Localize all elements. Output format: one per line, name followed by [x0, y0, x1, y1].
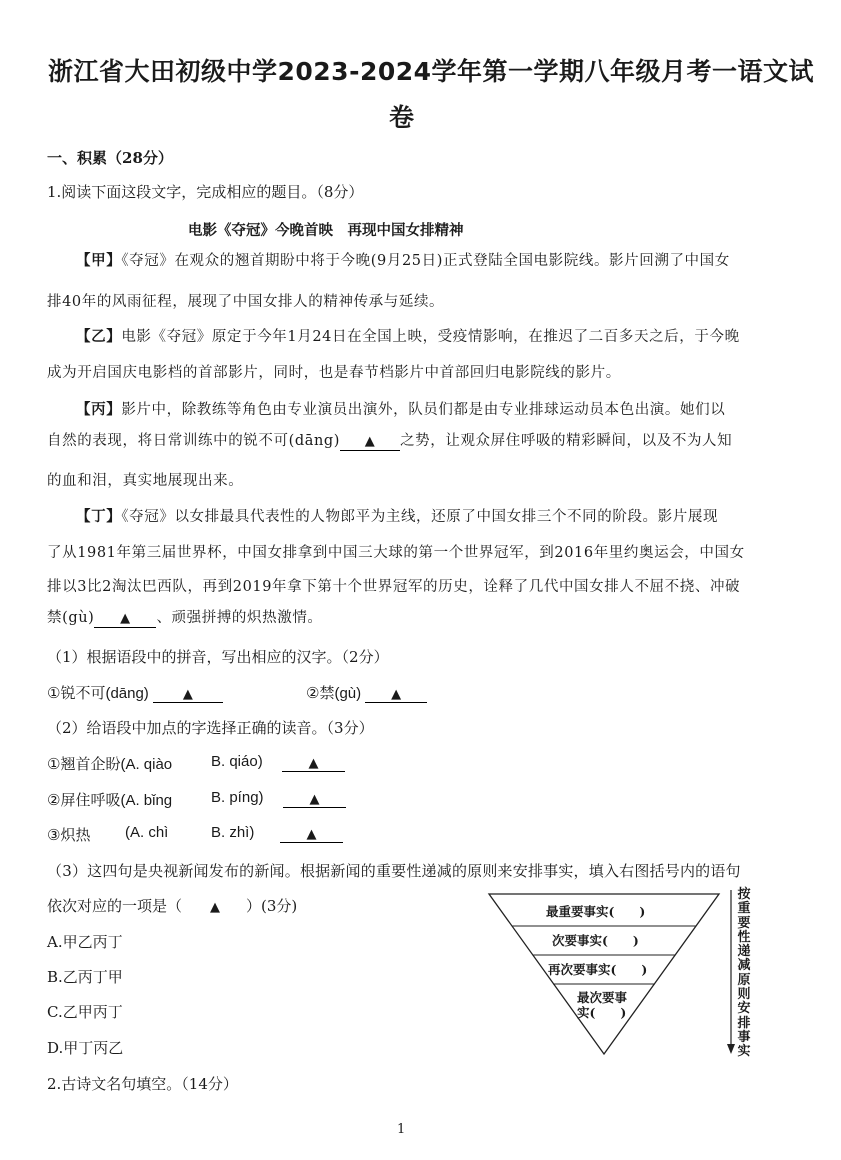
paragraph-tag-yi: 【乙】 — [76, 328, 122, 345]
paragraph-bing-line2: 自然的表现，将日常训练中的锐不可(dāng) ▲ 之势，让观众屏住呼吸的精彩瞬间，以及不为人知 — [47, 433, 733, 449]
pronunciation-item-3-option-a: (A. chì — [125, 824, 169, 841]
pyramid-level-4-line2: 实( ) — [577, 1005, 627, 1020]
answer-blank[interactable]: ▲ — [153, 684, 223, 703]
pronunciation-item-2: ②屏住呼吸(A. bǐng — [47, 792, 173, 809]
answer-blank[interactable]: ▲ — [94, 609, 156, 628]
paragraph-yi-line1: 【乙】电影《夺冠》原定于今年1月24日在全国上映，受疫情影响，在推迟了二百多天之后，于今晚 — [76, 328, 740, 345]
option-c[interactable]: C.乙甲丙丁 — [47, 1003, 123, 1021]
pyramid-level-4-line1: 最次要事 — [577, 990, 628, 1005]
answer-blank[interactable]: ▲ — [340, 432, 400, 451]
paragraph-tag-jia: 【甲】 — [76, 252, 122, 269]
paragraph-jia-line2: 排40年的风雨征程，展现了中国女排人的精神传承与延续。 — [47, 294, 445, 310]
pronunciation-item-3-blank[interactable]: ▲ — [280, 824, 343, 843]
answer-blank[interactable]: ▲ — [210, 900, 221, 915]
paragraph-tag-ding: 【丁】 — [76, 508, 122, 525]
paragraph-ding-line2: 了从1981年第三届世界杯，中国女排拿到中国三大球的第一个世界冠军，到2016年里约奥运会，中国女 — [47, 545, 745, 561]
subquestion-1-item-a: ①锐不可(dāng) ▲ — [47, 682, 223, 703]
pronunciation-item-2-blank[interactable]: ▲ — [283, 789, 346, 808]
paragraph-ding-line1: 【丁】《夺冠》以女排最具代表性的人物郎平为主线，还原了中国女排三个不同的阶段。影片展现 — [76, 508, 719, 525]
paragraph-tag-bing: 【丙】 — [76, 401, 122, 418]
subquestion-3-stem-line1: （3）这四句是央视新闻发布的新闻。根据新闻的重要性递减的原则来安排事实，填入右图括号内的语句 — [47, 862, 741, 880]
section-heading: 一、积累（28分） — [47, 149, 173, 167]
answer-blank[interactable]: ▲ — [365, 684, 427, 703]
subquestion-2-stem: （2）给语段中加点的字选择正确的读音。（3分） — [47, 719, 374, 737]
paragraph-ding-line3: 排以3比2淘汰巴西队，再到2019年拿下第十个世界冠军的历史，诠释了几代中国女排人不屈不挠、冲破 — [47, 579, 741, 595]
paragraph-ding-line4: 禁(gù) ▲ 、顽强拼搏的炽热激情。 — [47, 610, 323, 626]
question-1-stem: 1.阅读下面这段文字，完成相应的题目。（8分） — [47, 183, 364, 201]
paragraph-bing-line3: 的血和泪，真实地展现出来。 — [47, 473, 244, 489]
pronunciation-item-1: ①翘首企盼(A. qiào — [47, 756, 173, 773]
question-2-stem: 2.古诗文名句填空。（14分） — [47, 1075, 238, 1093]
option-d[interactable]: D.甲丁丙乙 — [47, 1039, 124, 1057]
pronunciation-item-2-option-b: B. píng) — [211, 789, 264, 806]
subquestion-1-item-b: ②禁(gù) ▲ — [306, 682, 427, 703]
subquestion-1-stem: （1）根据语段中的拼音，写出相应的汉字。（2分） — [47, 648, 389, 666]
paragraph-yi-line2: 成为开启国庆电影档的首部影片，同时，也是春节档影片中首部回归电影院线的影片。 — [47, 365, 621, 381]
page-title-continued: 卷 — [389, 103, 415, 132]
pronunciation-item-1-blank[interactable]: ▲ — [282, 753, 345, 772]
page-number: 1 — [397, 1122, 406, 1137]
pyramid-level-2: 次要事实( ) — [552, 933, 639, 948]
article-title: 电影《夺冠》今晚首映 再现中国女排精神 — [188, 222, 464, 239]
paragraph-jia-line1: 【甲】《夺冠》在观众的翘首期盼中将于今晚(9月25日)正式登陆全国电影院线。影片回溯了中国女 — [76, 252, 730, 269]
pyramid-level-1: 最重要事实( ) — [546, 904, 646, 919]
pyramid-side-caption: 按重要性递减原则安排事实 — [737, 887, 751, 1060]
pronunciation-item-1-option-b: B. qiáo) — [211, 753, 263, 770]
paragraph-bing-line1: 【丙】影片中，除教练等角色由专业演员出演外，队员们都是由专业排球运动员本色出演。她们以 — [76, 401, 726, 418]
pronunciation-item-3: ③炽热 — [47, 827, 91, 844]
option-b[interactable]: B.乙丙丁甲 — [47, 968, 123, 986]
subquestion-3-stem-line2: 依次对应的一项是（ ▲ ）(3分) — [47, 897, 298, 915]
option-a[interactable]: A.甲乙丙丁 — [47, 933, 123, 951]
page-title: 浙江省大田初级中学2023-2024学年第一学期八年级月考一语文试 — [48, 57, 815, 86]
pyramid-level-3: 再次要事实( ) — [548, 962, 648, 977]
pronunciation-item-3-option-b: B. zhì) — [211, 824, 255, 841]
